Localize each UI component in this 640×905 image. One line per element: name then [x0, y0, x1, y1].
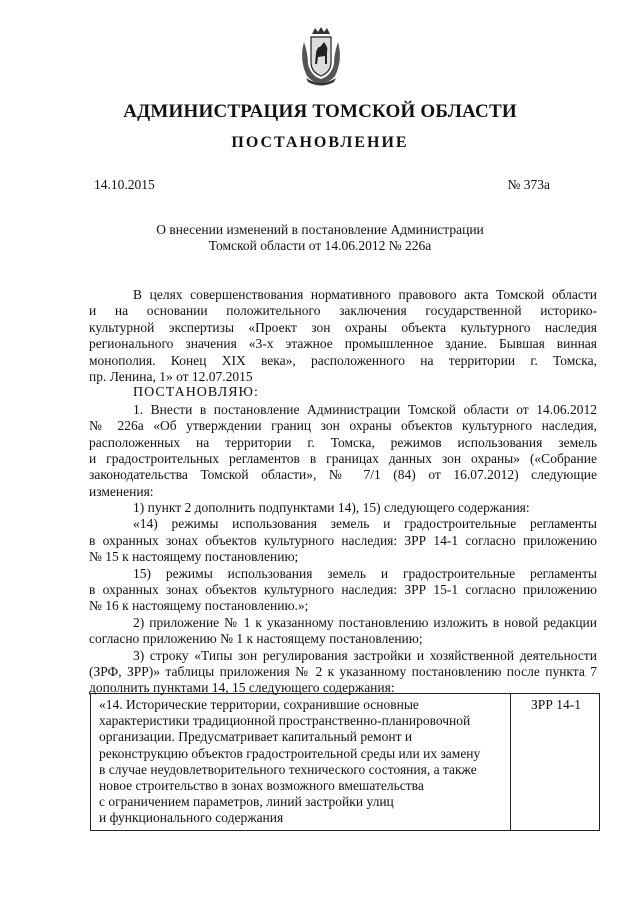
table-cell-line: с ограничением параметров, линий застройки улиц	[99, 794, 394, 810]
body-line: в охранных зонах объектов культурного наследия: ЗРР 15-1 согласно приложению	[89, 582, 597, 598]
body-line: регионального значения «3-х этажное промышленное здание. Бывшая винная	[89, 336, 597, 352]
table-cell-line: и функционального содержания	[99, 810, 284, 826]
body-line: «14) режимы использования земель и градостроительные регламенты	[133, 516, 597, 532]
body-line: дополнить пунктами 14, 15 следующего содержания:	[89, 680, 395, 696]
document-body	[89, 287, 597, 697]
table-cell-line: организации. Предусматривает капитальный ремонт и	[99, 729, 413, 745]
body-line: 1) пункт 2 дополнить подпунктами 14), 15) следующего содержания:	[133, 500, 530, 516]
table-cell-line: реконструкцию объектов градостроительной среды или их замену	[99, 745, 481, 761]
table-cell-code: ЗРР 14-1	[511, 694, 600, 831]
body-line: законодательства Томской области», № 7/1 (84) от 16.07.2012) следующие	[89, 467, 597, 483]
body-line: 2) приложение № 1 к указанному постановлению изложить в новой редакции	[133, 614, 597, 630]
body-line: № 15 к настоящему постановлению;	[89, 549, 299, 565]
body-line: 15) режимы использования земель и градостроительные регламенты	[133, 565, 597, 581]
table-cell-line: новое строительство в зонах возможного вмешательства	[99, 778, 424, 794]
table-cell-line: в случае неудовлетворительного технического состояния, а также	[99, 761, 477, 777]
body-line: (ЗРФ, ЗРР)» таблицы приложения № 2 к указанному постановлению после пункта 7	[89, 663, 597, 679]
body-line: в охранных зонах объектов культурного наследия: ЗРР 14-1 согласно приложению	[89, 532, 597, 548]
title-line: Томской области от 14.06.2012 № 226а	[208, 238, 432, 253]
body-line: согласно приложению № 1 к настоящему постановлению;	[89, 631, 423, 647]
body-line: ПОСТАНОВЛЯЮ:	[133, 385, 259, 401]
title-line: О внесении изменений в постановление Администрации	[156, 222, 484, 237]
body-line: В целях совершенствования нормативного правового акта Томской области	[133, 287, 597, 302]
table-cell-description	[91, 694, 511, 831]
body-line: 3) строку «Типы зон регулирования застройки и хозяйственной деятельности	[133, 647, 597, 663]
table-row	[91, 694, 600, 831]
table-cell-line: «14. Исторические территории, сохранившие основные	[99, 697, 419, 712]
body-line: расположенных на территории г. Томска, режимов использования земель	[89, 434, 597, 450]
document-date: 14.10.2015	[94, 177, 155, 192]
organization-title: АДМИНИСТРАЦИЯ ТОМСКОЙ ОБЛАСТИ	[123, 101, 517, 122]
body-line: № 226а «Об утверждении границ зон охраны объектов культурного наследия,	[89, 418, 597, 434]
body-line: 1. Внести в постановление Администрации Томской области от 14.06.2012	[133, 401, 597, 417]
body-line: монополия. Конец XIX века», расположенного на территории г. Томска,	[89, 352, 597, 368]
table-cell-line: характеристики традиционной пространственно-планировочной	[99, 713, 471, 729]
body-line: № 16 к настоящему постановлению.»;	[89, 598, 309, 614]
amendment-table	[90, 693, 600, 831]
body-line: и на основании положительного заключения государственной историко-	[89, 303, 597, 319]
body-line: культурной экспертизы «Проект зон охраны объекта культурного наследия	[89, 319, 597, 335]
document-title	[0, 222, 640, 254]
body-line: и градостроительных регламентов в границах данных зон охраны» («Собрание	[89, 450, 597, 466]
document-type: ПОСТАНОВЛЕНИЕ	[231, 134, 409, 151]
body-line: изменения:	[89, 483, 154, 499]
tomsk-coat-of-arms-icon	[298, 26, 344, 86]
document-number: № 373а	[507, 177, 550, 192]
body-line: пр. Ленина, 1» от 12.07.2015	[89, 368, 253, 384]
